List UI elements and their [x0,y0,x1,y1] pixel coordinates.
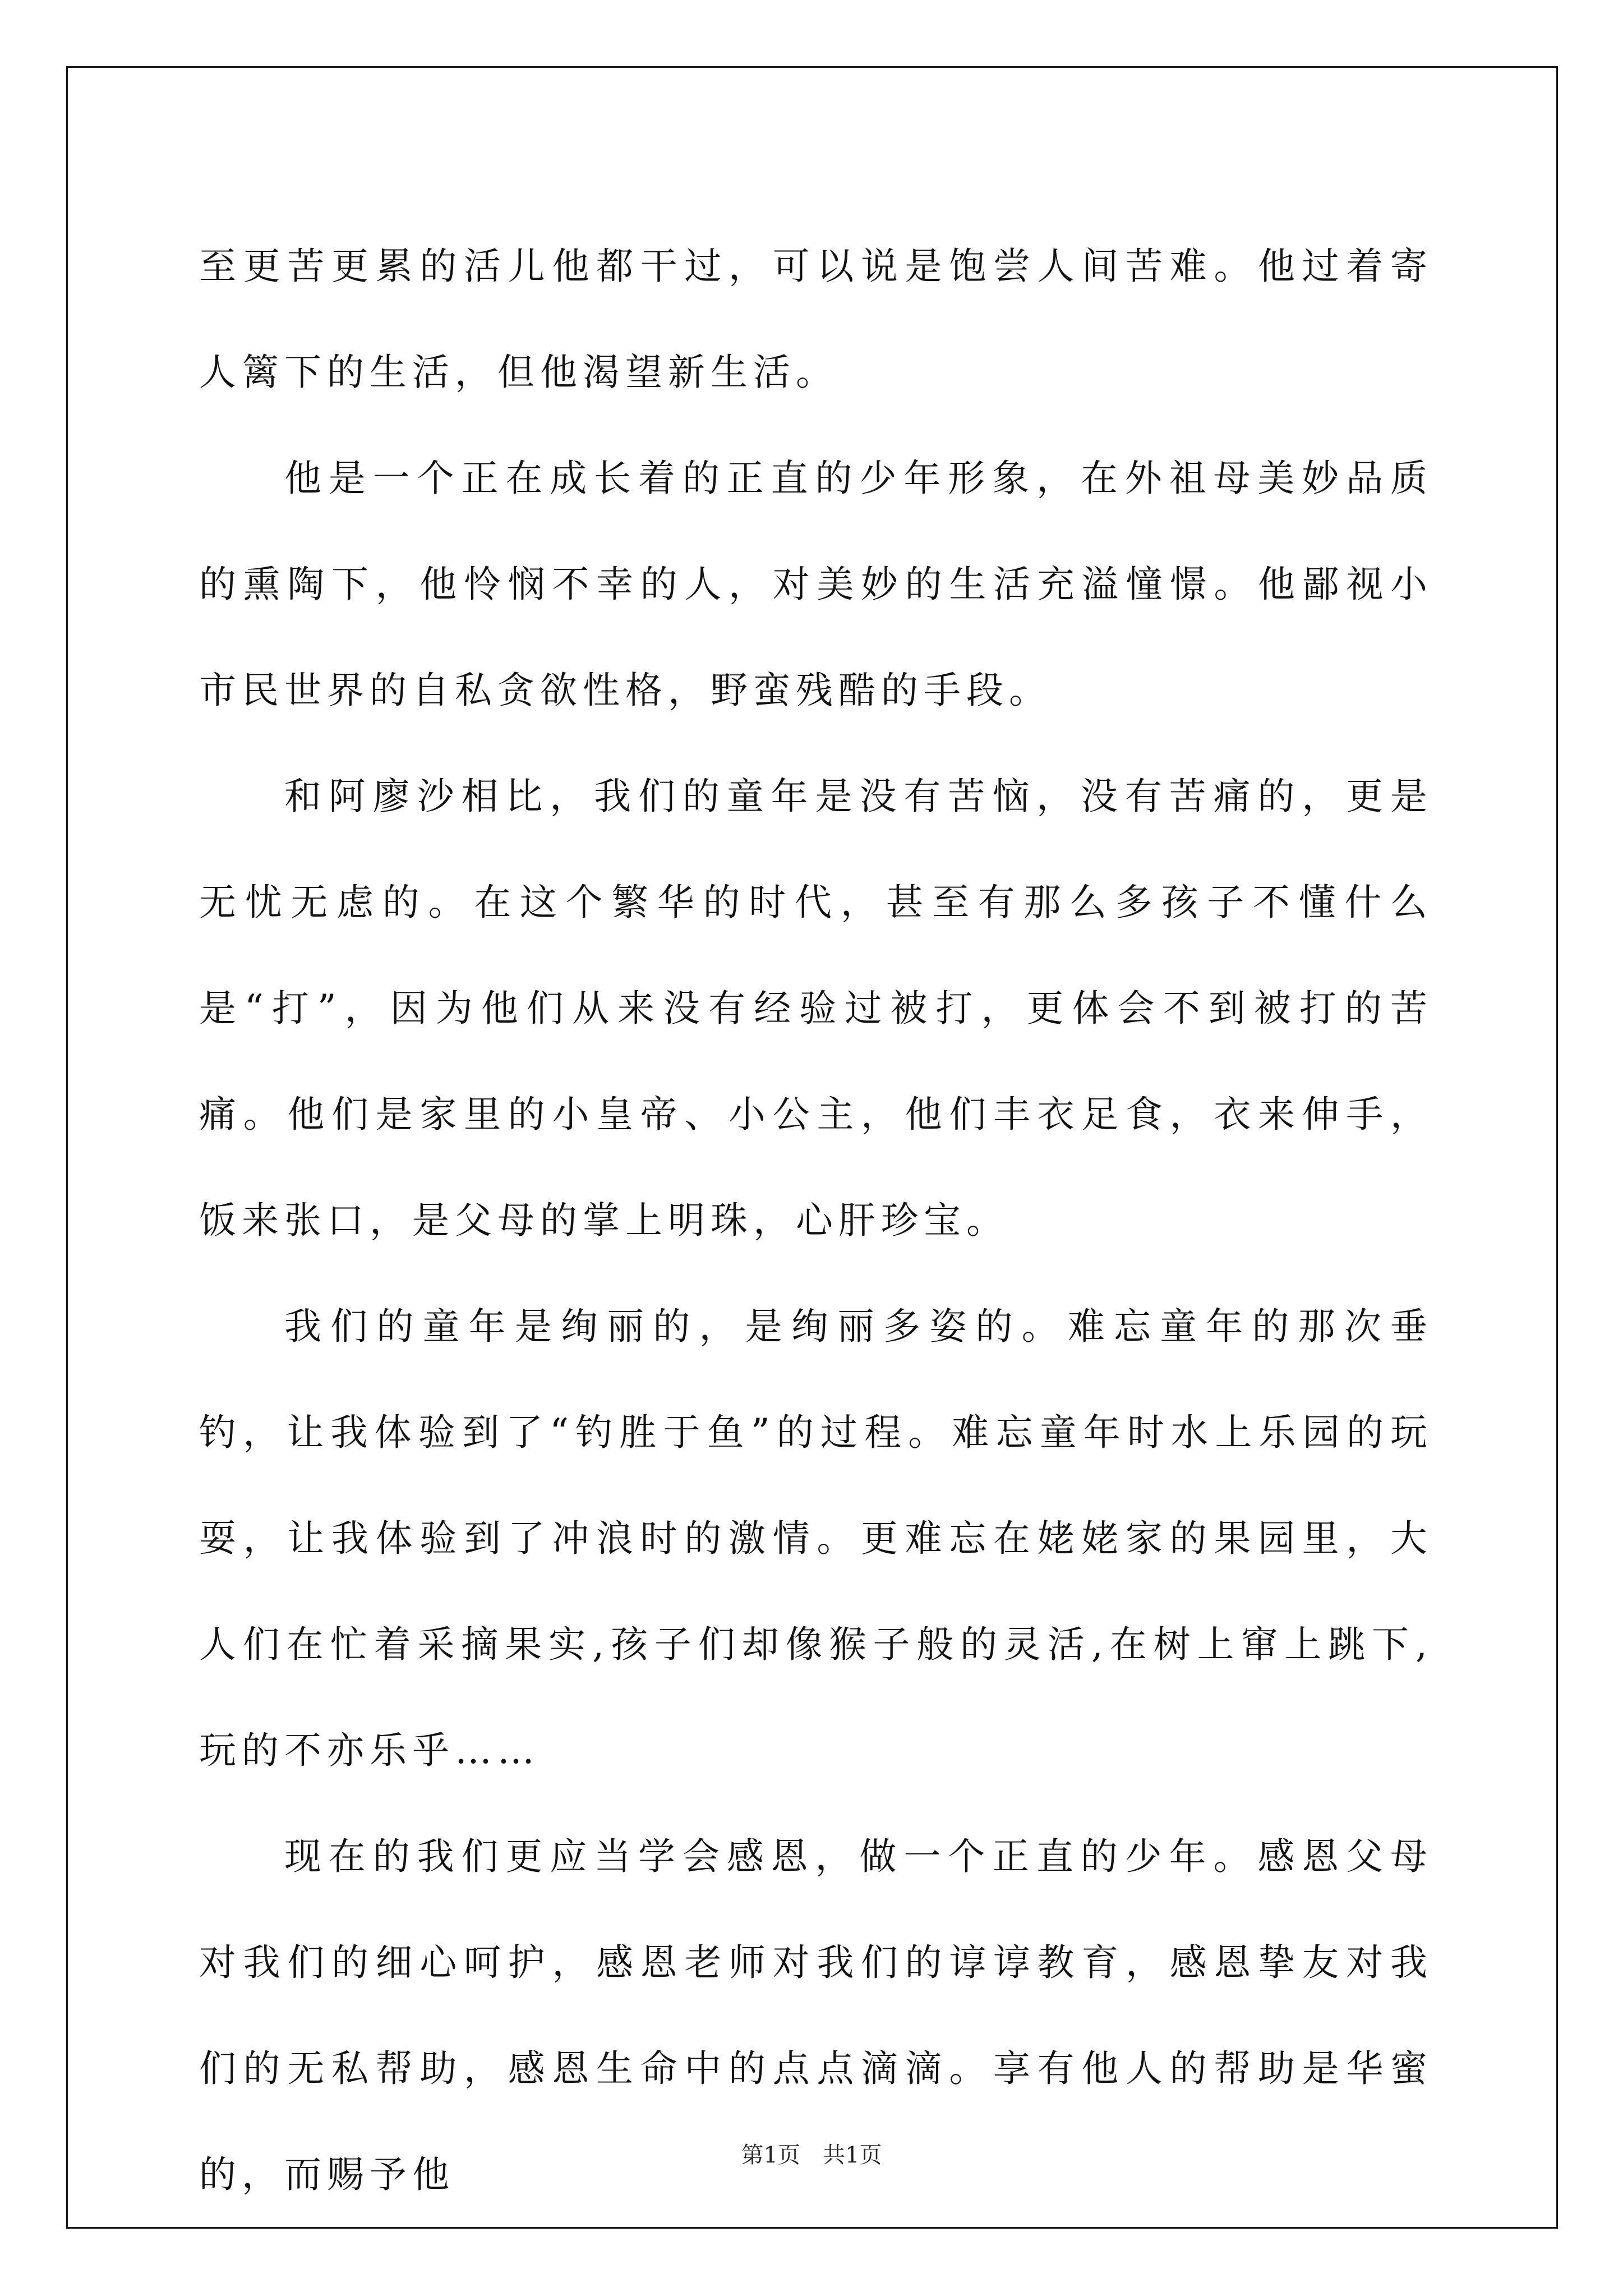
paragraph-1: 至更苦更累的活儿他都干过，可以说是饱尝人间苦难。他过着寄人篱下的生活，但他渴望新生活。 [199,245,1433,394]
page-number-footer: 第1页 共1页 [741,2142,882,2168]
paragraph-4: 我们的童年是绚丽的，是绚丽多姿的。难忘童年的那次垂钓，让我体验到了“钓胜于鱼”的过程。难忘童年时水上乐园的玩耍，让我体验到了冲浪时的激情。更难忘在姥姥家的果园里，大人们在忙着采摘果实,孩子们却像猴子般的灵活,在树上窜上跳下,玩的不亦乐乎…… [199,1305,1433,1772]
paragraph-3: 和阿廖沙相比，我们的童年是没有苦恼，没有苦痛的，更是无忧无虑的。在这个繁华的时代，甚至有那么多孩子不懂什么是“打”，因为他们从来没有经验过被打，更体会不到被打的苦痛。他们是家里的小皇帝、小公主，他们丰衣足食，衣来伸手，饭来张口，是父母的掌上明珠，心肝珍宝。 [199,775,1433,1242]
document-body [199,213,1433,2228]
paragraph-5: 现在的我们更应当学会感恩，做一个正直的少年。感恩父母对我们的细心呵护，感恩老师对我们的谆谆教育，感恩挚友对我们的无私帮助，感恩生命中的点点滴滴。享有他人的帮助是华蜜的，而赐予他 [199,1835,1433,2196]
paragraph-2: 他是一个正在成长着的正直的少年形象，在外祖母美妙品质的熏陶下，他怜悯不幸的人，对美妙的生活充溢憧憬。他鄙视小市民世界的自私贪欲性格，野蛮残酷的手段。 [199,457,1433,712]
